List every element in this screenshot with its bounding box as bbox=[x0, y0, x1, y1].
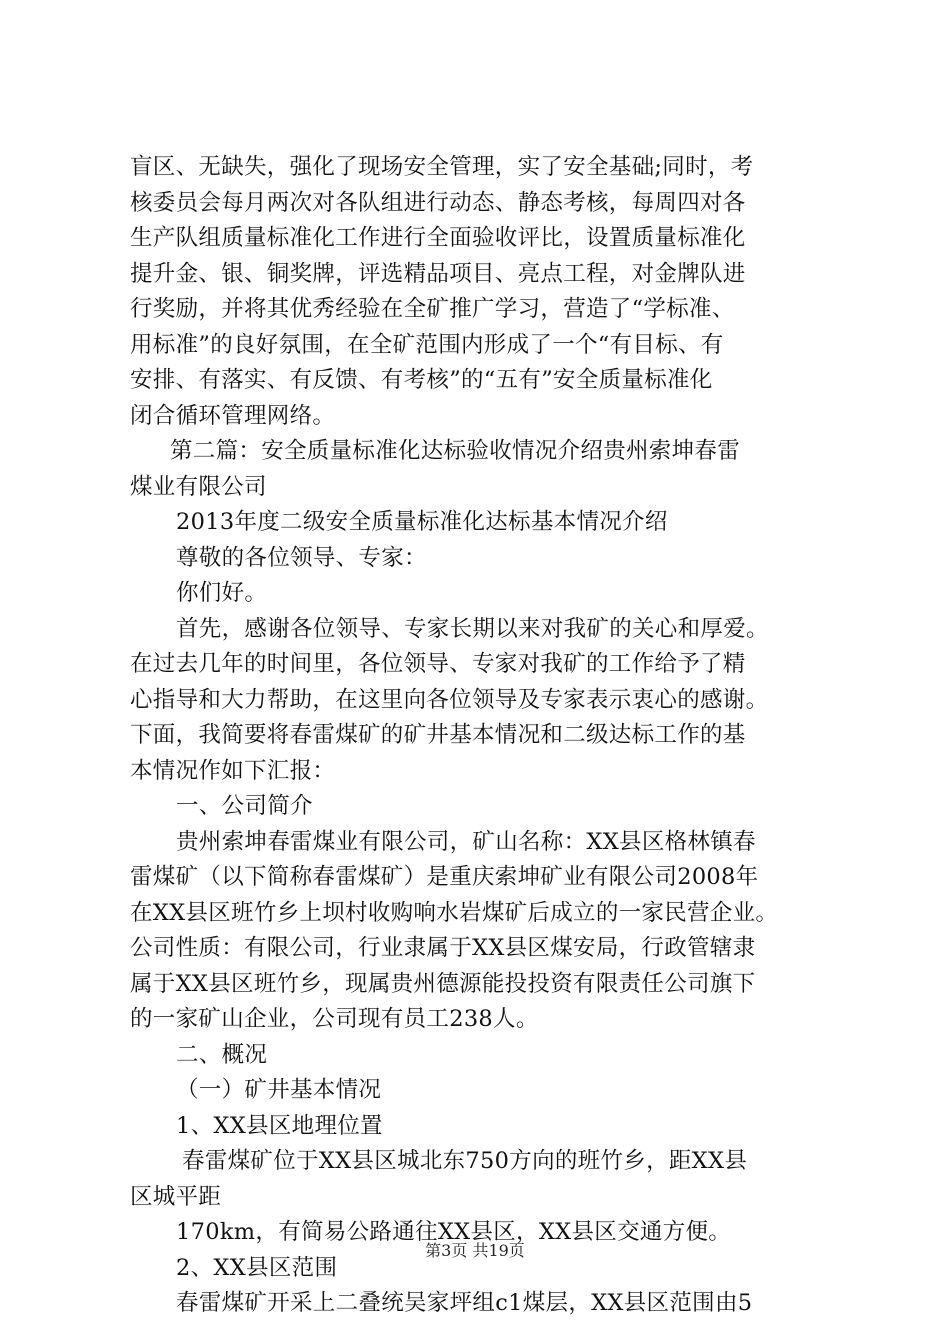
text-line: 属于XX县区班竹乡，现属贵州德源能投投资有限责任公司旗下 bbox=[130, 970, 756, 997]
text-line: 行奖励，并将其优秀经验在全矿推广学习，营造了“学标准、 bbox=[130, 296, 735, 322]
text-line: 170km，有简易公路通往XX县区，XX县区交通方便。 bbox=[176, 1219, 732, 1245]
text-line: 盲区、无缺失，强化了现场安全管理，实了安全基础;同时，考 bbox=[130, 154, 754, 180]
section-heading: 第二篇：安全质量标准化达标验收情况介绍贵州索坤春雷 bbox=[170, 438, 741, 464]
section-heading: 一、公司简介 bbox=[176, 793, 313, 819]
text-line: 的一家矿山企业，公司现有员工238人。 bbox=[130, 1006, 539, 1032]
section-heading: （一）矿井基本情况 bbox=[176, 1077, 382, 1103]
text-line: 尊敬的各位领导、专家： bbox=[176, 544, 427, 571]
text-line: 你们好。 bbox=[176, 580, 268, 606]
text-line: 生产队组质量标准化工作进行全面验收评比，设置质量标准化 bbox=[130, 225, 746, 251]
text-line: 春雷煤矿开采上二叠统吴家坪组c1煤层，XX县区范围由5 bbox=[176, 1290, 753, 1316]
text-line: 首先，感谢各位领导、专家长期以来对我矿的关心和厚爱。 bbox=[176, 615, 769, 642]
section-heading: 2、XX县区范围 bbox=[176, 1254, 338, 1281]
text-line: 在过去几年的时间里，各位领导、专家对我矿的工作给予了精 bbox=[130, 651, 746, 677]
text-line: 公司性质：有限公司，行业隶属于XX县区煤安局，行政管辖隶 bbox=[130, 935, 756, 961]
section-heading: 二、概况 bbox=[176, 1041, 268, 1068]
section-heading: 1、XX县区地理位置 bbox=[176, 1112, 383, 1139]
text-line: 春雷煤矿位于XX县区城北东750方向的班竹乡，距XX县 bbox=[182, 1148, 748, 1174]
text-line: 心指导和大力帮助，在这里向各位领导及专家表示衷心的感谢。 bbox=[130, 686, 769, 713]
text-line: 提升金、银、铜奖牌，评选精品项目、亮点工程，对金牌队进 bbox=[130, 260, 746, 287]
text-line: 贵州索坤春雷煤业有限公司，矿山名称：XX县区格林镇春 bbox=[176, 828, 756, 855]
text-line: 用标准”的良好氛围，在全矿范围内形成了一个“有目标、有 bbox=[130, 331, 724, 358]
body-text bbox=[130, 150, 835, 1322]
text-line: 在XX县区班竹乡上坝村收购响水岩煤矿后成立的一家民营企业。 bbox=[130, 899, 779, 926]
text-line: 闭合循环管理网络。 bbox=[130, 402, 336, 429]
text-line: 煤业有限公司 bbox=[130, 473, 267, 500]
text-line: 区城平距 bbox=[130, 1183, 222, 1210]
text-line: 下面，我简要将春雷煤矿的矿井基本情况和二级达标工作的基 bbox=[130, 722, 746, 748]
text-line: 核委员会每月两次对各队组进行动态、静态考核，每周四对各 bbox=[130, 189, 746, 216]
text-line: 安排、有落实、有反馈、有考核”的“五有”安全质量标准化 bbox=[130, 367, 713, 393]
text-line: 2013年度二级安全质量标准化达标基本情况介绍 bbox=[176, 509, 668, 535]
text-line: 本情况作如下汇报： bbox=[130, 757, 336, 784]
page-number-footer: 第3页 共19页 bbox=[425, 1241, 525, 1260]
text-line: 雷煤矿（以下简称春雷煤矿）是重庆索坤矿业有限公司2008年 bbox=[130, 864, 759, 890]
